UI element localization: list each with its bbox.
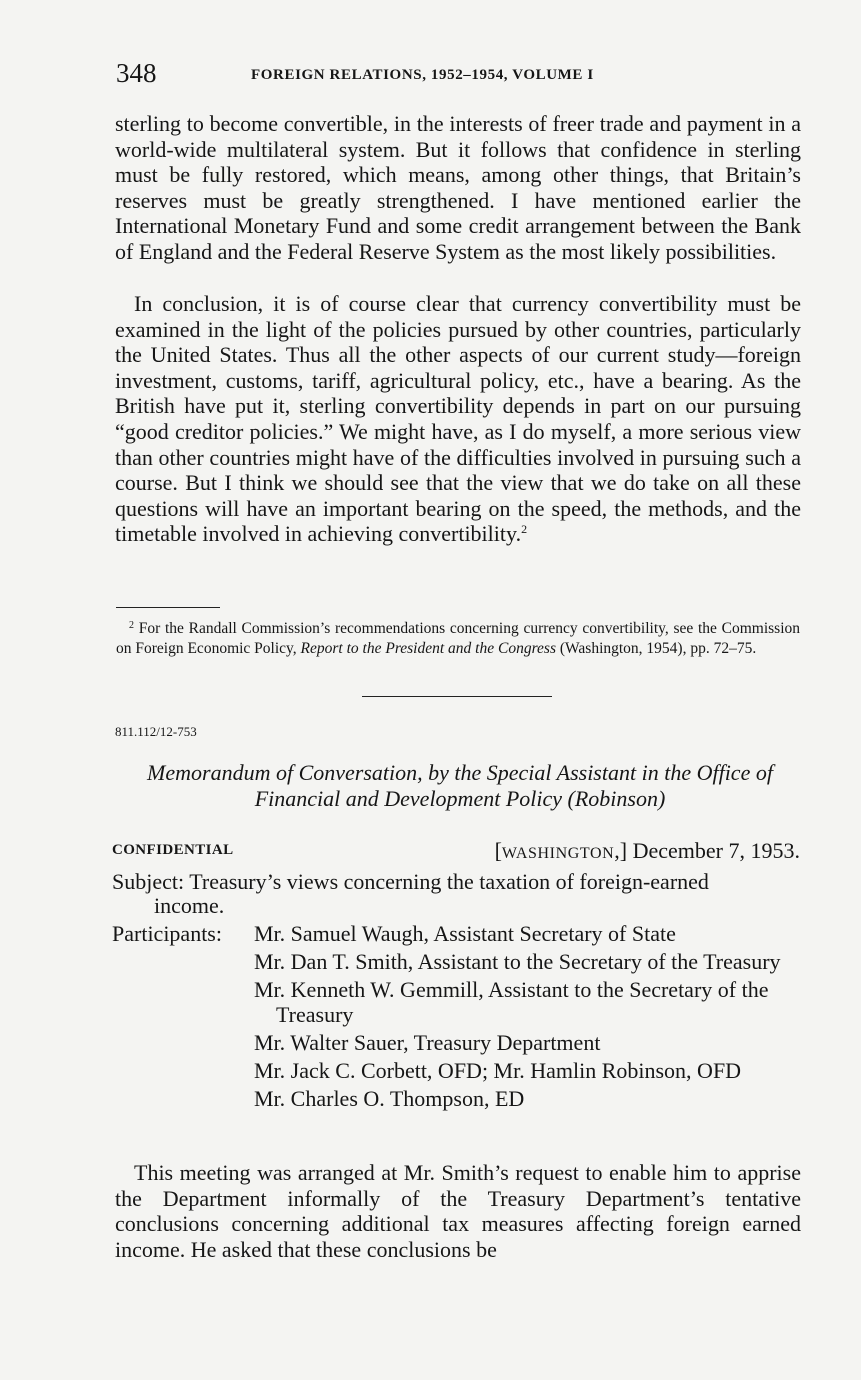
participant: Mr. Kenneth W. Gemmill, Assistant to the Secretary of the Treasury (254, 977, 769, 1027)
classification-label: CONFIDENTIAL (112, 842, 234, 858)
participants-label: Participants: (112, 921, 222, 946)
section-divider (362, 696, 552, 697)
participant: Mr. Charles O. Thompson, ED (254, 1086, 525, 1111)
file-number: 811.112/12-753 (115, 724, 197, 739)
page-number: 348 (116, 58, 157, 88)
opening-paragraph (115, 1160, 801, 1262)
paragraph-text: In conclusion, it is of course clear that currency convertibility must be examined in the light of the policies pursued by other countries, particularly the United States. Thus all the other aspects of our current study—foreign investment, customs, tariff, agricultural policy, etc., have a bearing. As the British have put it, sterling convertibility depends in part on our pursuing “good creditor policies.” We might have, as I do myself, a more serious view than other countries might have of the difficulties involved in pursuing such a course. But I think we should see that the view that we do take on all these questions will have an important bearing on the speed, the methods, and the timetable involved in achieving convertibility. (115, 291, 801, 547)
paragraph-text: sterling to become convertible, in the interests of freer trade and payment in a world-wide multilateral system. But it follows that confidence in sterling must be fully restored, which means, among other things, that Britain’s reserves must be greatly strengthened. I have mentioned earlier the International Monetary Fund and some credit arrangement between the Bank of England and the Federal Reserve System as the most likely possibilities. (115, 111, 801, 264)
subject-line (112, 870, 802, 894)
place: WASHINGTON (501, 845, 615, 862)
participant: Mr. Jack C. Corbett, OFD; Mr. Hamlin Robinson, OFD (254, 1058, 742, 1083)
date: December 7, 1953. (632, 838, 800, 863)
footnote-divider (116, 607, 220, 608)
footnote-title: Report to the President and the Congress (300, 640, 556, 657)
participant: Mr. Walter Sauer, Treasury Department (254, 1030, 601, 1055)
footnote-text-end: (Washington, 1954), pp. 72–75. (555, 640, 757, 657)
footnote-text: For the Randall Commission’s recommendations concerning currency convertibility, see the Commission on Foreign Economic Policy, (116, 620, 800, 657)
participant: Mr. Dan T. Smith, Assistant to the Secretary of the Treasury (254, 949, 781, 974)
participants-list (254, 921, 794, 1114)
bracket-close: ,] (614, 838, 628, 863)
footnote-marker: 2 (129, 620, 134, 631)
footnote-reference[interactable]: 2 (521, 522, 528, 537)
page-header (116, 58, 806, 94)
subject-label: Subject: (112, 869, 185, 894)
paragraph-text-with-note (115, 291, 801, 547)
running-head: FOREIGN RELATIONS, 1952–1954, VOLUME I (251, 67, 594, 83)
classification-line (112, 838, 800, 866)
participant: Mr. Samuel Waugh, Assistant Secretary of State (254, 921, 676, 946)
subject-text: Treasury’s views concerning the taxation of foreign-earned (189, 869, 709, 894)
paragraph-text: This meeting was arranged at Mr. Smith’s request to enable him to apprise the Department informally of the Treasury Department’s tentative conclusions concerning additional tax measures affecting foreign earned income. He asked that these conclusions be (115, 1160, 801, 1262)
continuation-paragraph (115, 111, 801, 265)
conclusion-paragraph (115, 291, 801, 547)
bracket-open: [ (494, 838, 502, 863)
subject-block (112, 870, 802, 918)
place-date (495, 838, 800, 864)
document-title: Memorandum of Conversation, by the Special Assistant in the Office of Financial and Development Policy (Robinson) (147, 760, 773, 811)
footnote (116, 619, 800, 659)
subject-continuation: income. (154, 893, 225, 918)
